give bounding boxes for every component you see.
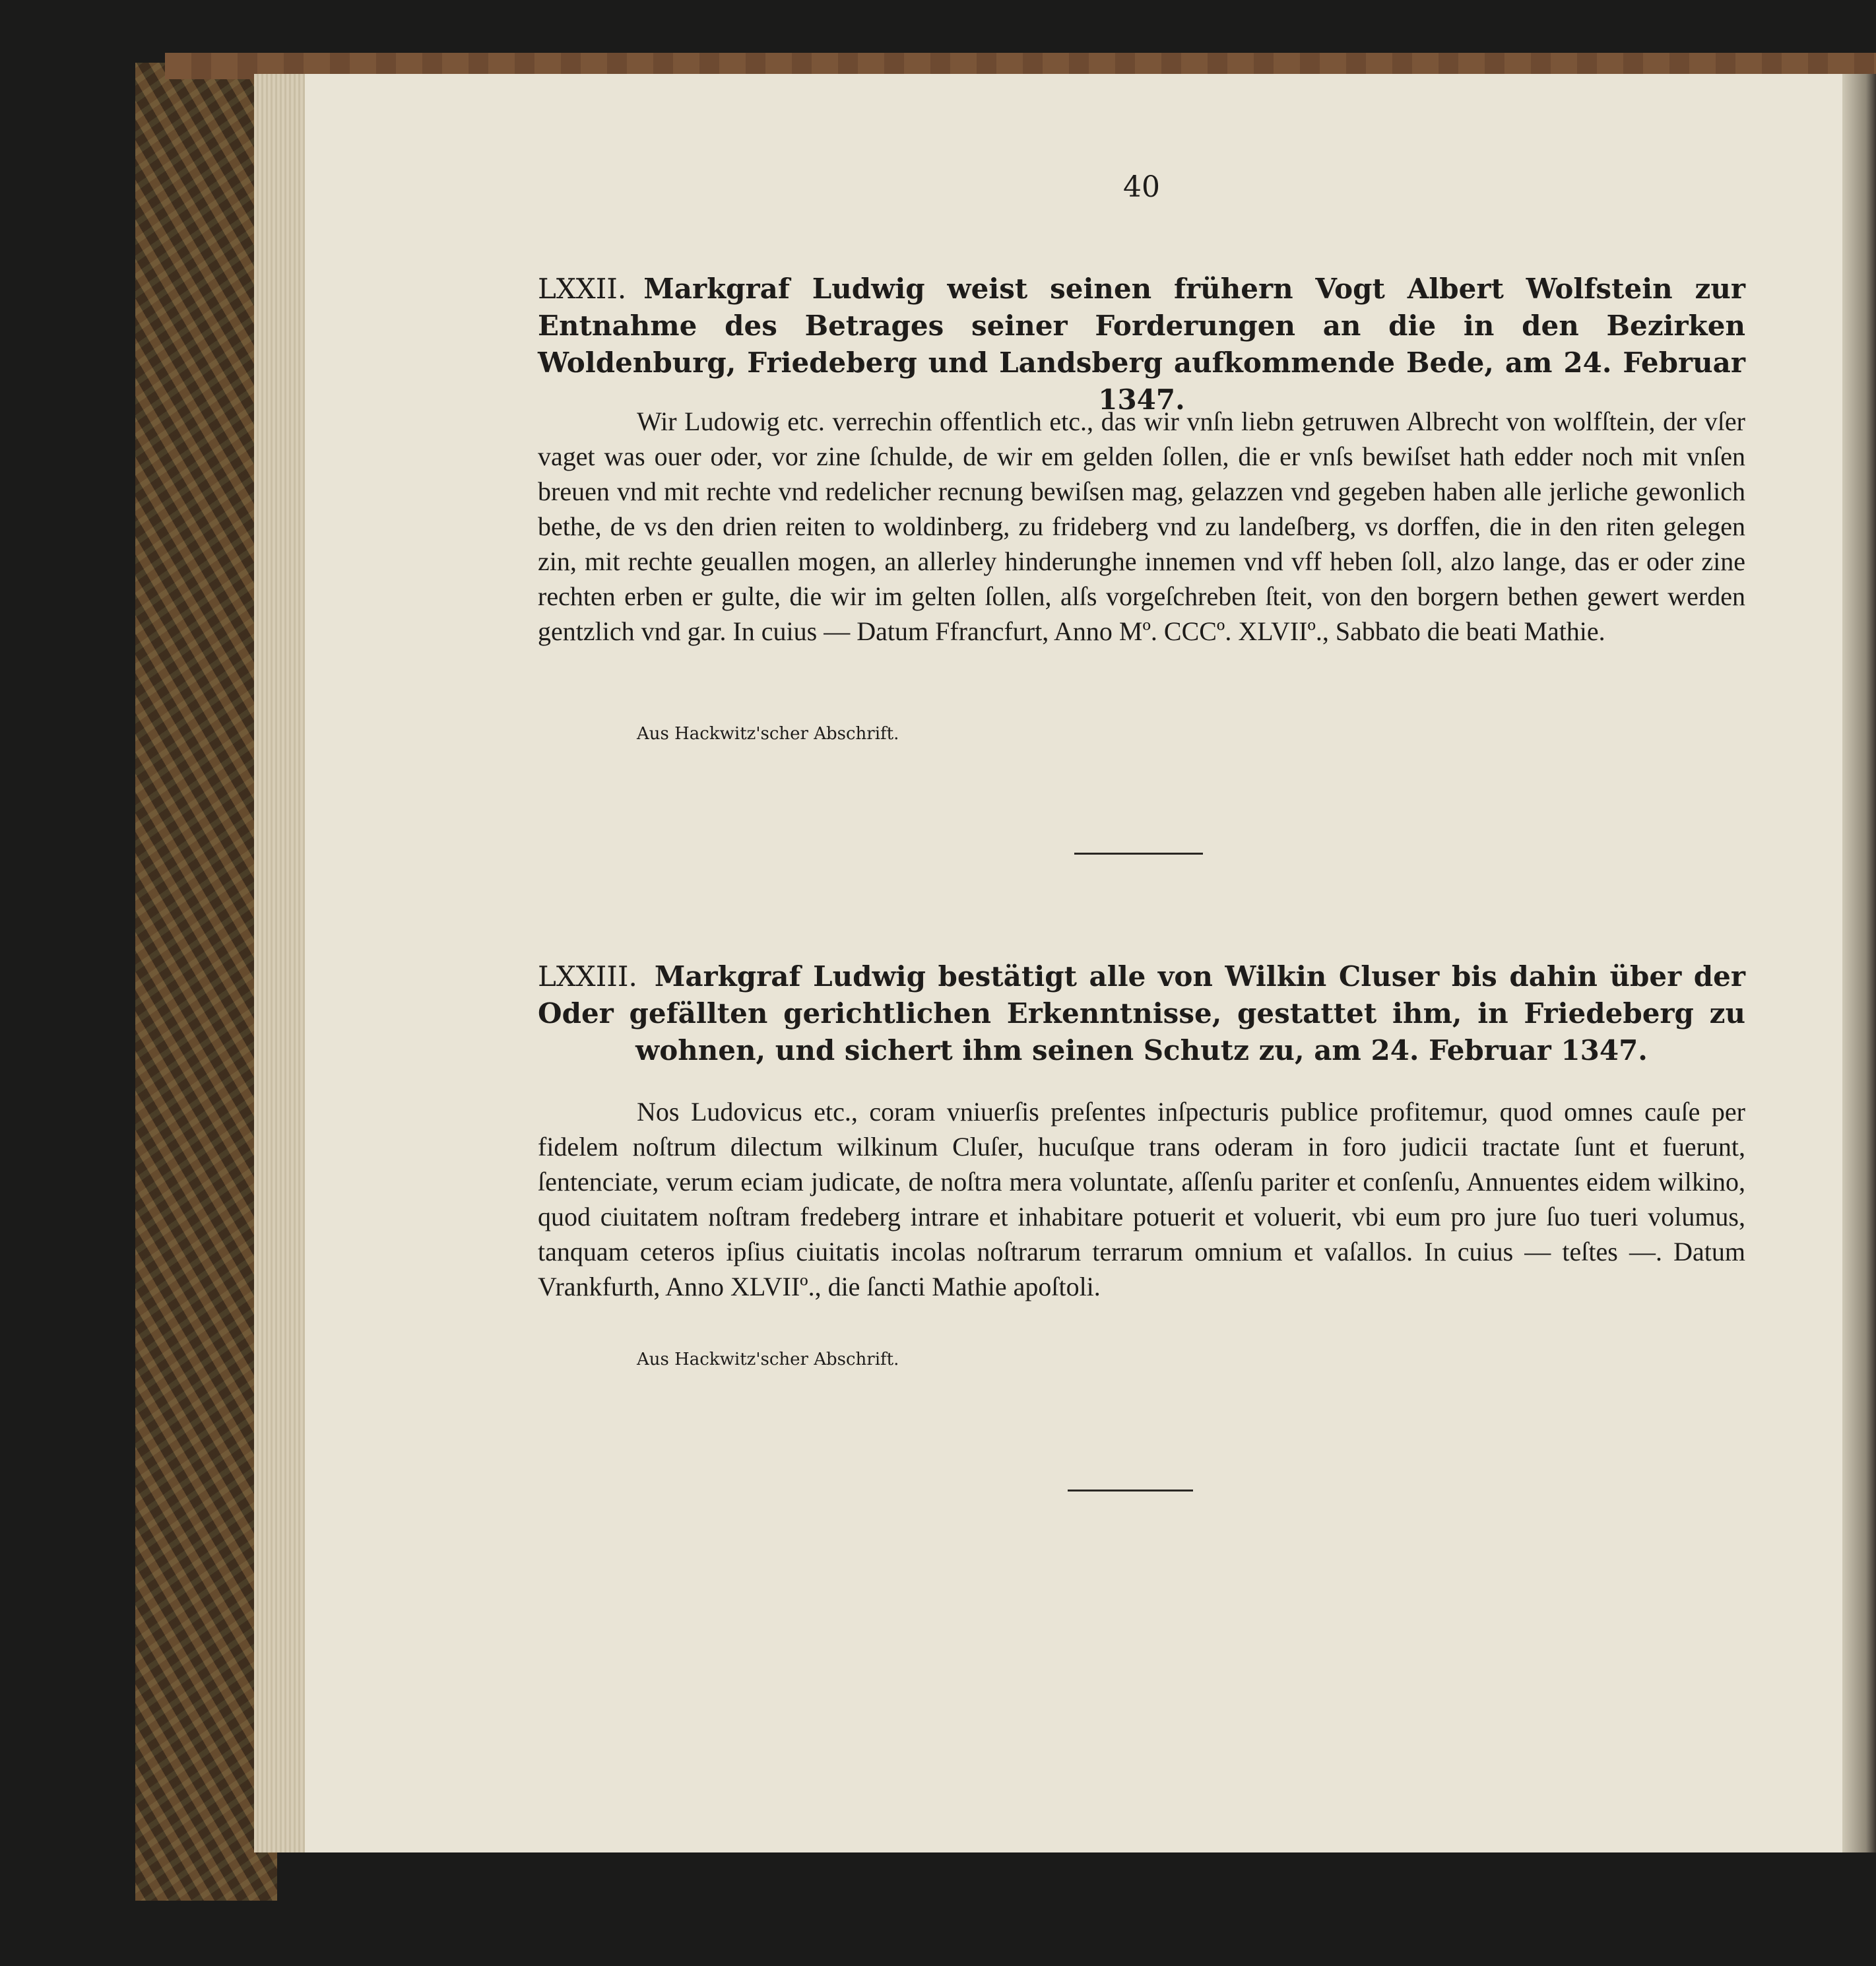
book-gutter: [1842, 74, 1876, 1852]
section-numeral: LXXIII.: [538, 960, 637, 993]
section-heading-lxxiii: [538, 958, 1745, 1069]
page-stack-edge: [254, 74, 307, 1852]
section-divider: [1074, 853, 1203, 855]
section-body-lxxii: Wir Ludowig etc. verrechin offentlich etc., das wir vnſn liebn getruwen Albrecht von wolfſtein, der vſer vaget was ouer oder, vor zine ſchulde, de wir em gelden ſollen, die er vnſs bewiſset hath edder noch mit vnſen breuen vnd mit rechte vnd redelicher recnung bewiſsen mag, gelazzen vnd gegeben haben alle jerliche gewonlich bethe, de vs den drien reiten to woldinberg, zu frideberg vnd zu landeſberg, vs dorffen, die in den riten gelegen zin, mit rechte geuallen mogen, an allerley hinderunghe innemen vnd vff heben ſoll, alzo lange, das er oder zine rechten erben er gulte, die wir im gelten ſollen, alſs vorgeſchreben ſteit, von den borgern bethen gewert werden gentzlich vnd gar. In cuius — Datum Ffrancfurt, Anno Mº. CCCº. XLVIIº., Sabbato die beati Mathie.: [538, 407, 1745, 646]
page-number: 40: [1123, 170, 1160, 204]
section-body-lxxiii: Nos Ludovicus etc., coram vniuerſis preſentes inſpecturis publice profitemur, quod omnes cauſe per fidelem noſtrum dilectum wilkinum Cluſer, hucuſque trans oderam in foro judicii tractate ſunt et fuerunt, ſentenciate, verum eciam judicate, de noſtra mera voluntate, aſſenſu pariter et conſenſu, Annuentes eidem wilkino, quod ciuitatem noſtram fredeberg intrare et inhabitare potuerit et voluerit, vbi eum pro jure ſuo tueri volumus, tanquam ceteros ipſius ciuitatis incolas noſtrarum terrarum omnium et vaſallos. In cuius — teſtes —. Datum Vrankfurth, Anno XLVIIº., die ſancti Mathie apoſtoli.: [538, 1097, 1745, 1301]
section-title: Markgraf Ludwig weist seinen frühern Vogt Albert Wolfstein zur Entnahme des Betrages seiner Forderungen an die in den Bezirken Woldenburg, Friedeberg und Landsberg aufkommende Bede, am 24. Februar 1347.: [538, 273, 1745, 416]
section-title: Markgraf Ludwig bestätigt alle von Wilkin Cluser bis dahin über der Oder gefällten gerichtlichen Erkenntnisse, gestattet ihm, in Friedeberg zu wohnen, und sichert ihm seinen Schutz zu, am 24. Februar 1347.: [538, 960, 1745, 1066]
section-heading-lxxii: [538, 271, 1745, 418]
source-note: Aus Hackwitz'scher Abschrift.: [637, 1350, 899, 1369]
source-note: Aus Hackwitz'scher Abschrift.: [637, 724, 899, 744]
section-numeral: LXXII.: [538, 273, 627, 305]
section-divider: [1068, 1490, 1193, 1491]
